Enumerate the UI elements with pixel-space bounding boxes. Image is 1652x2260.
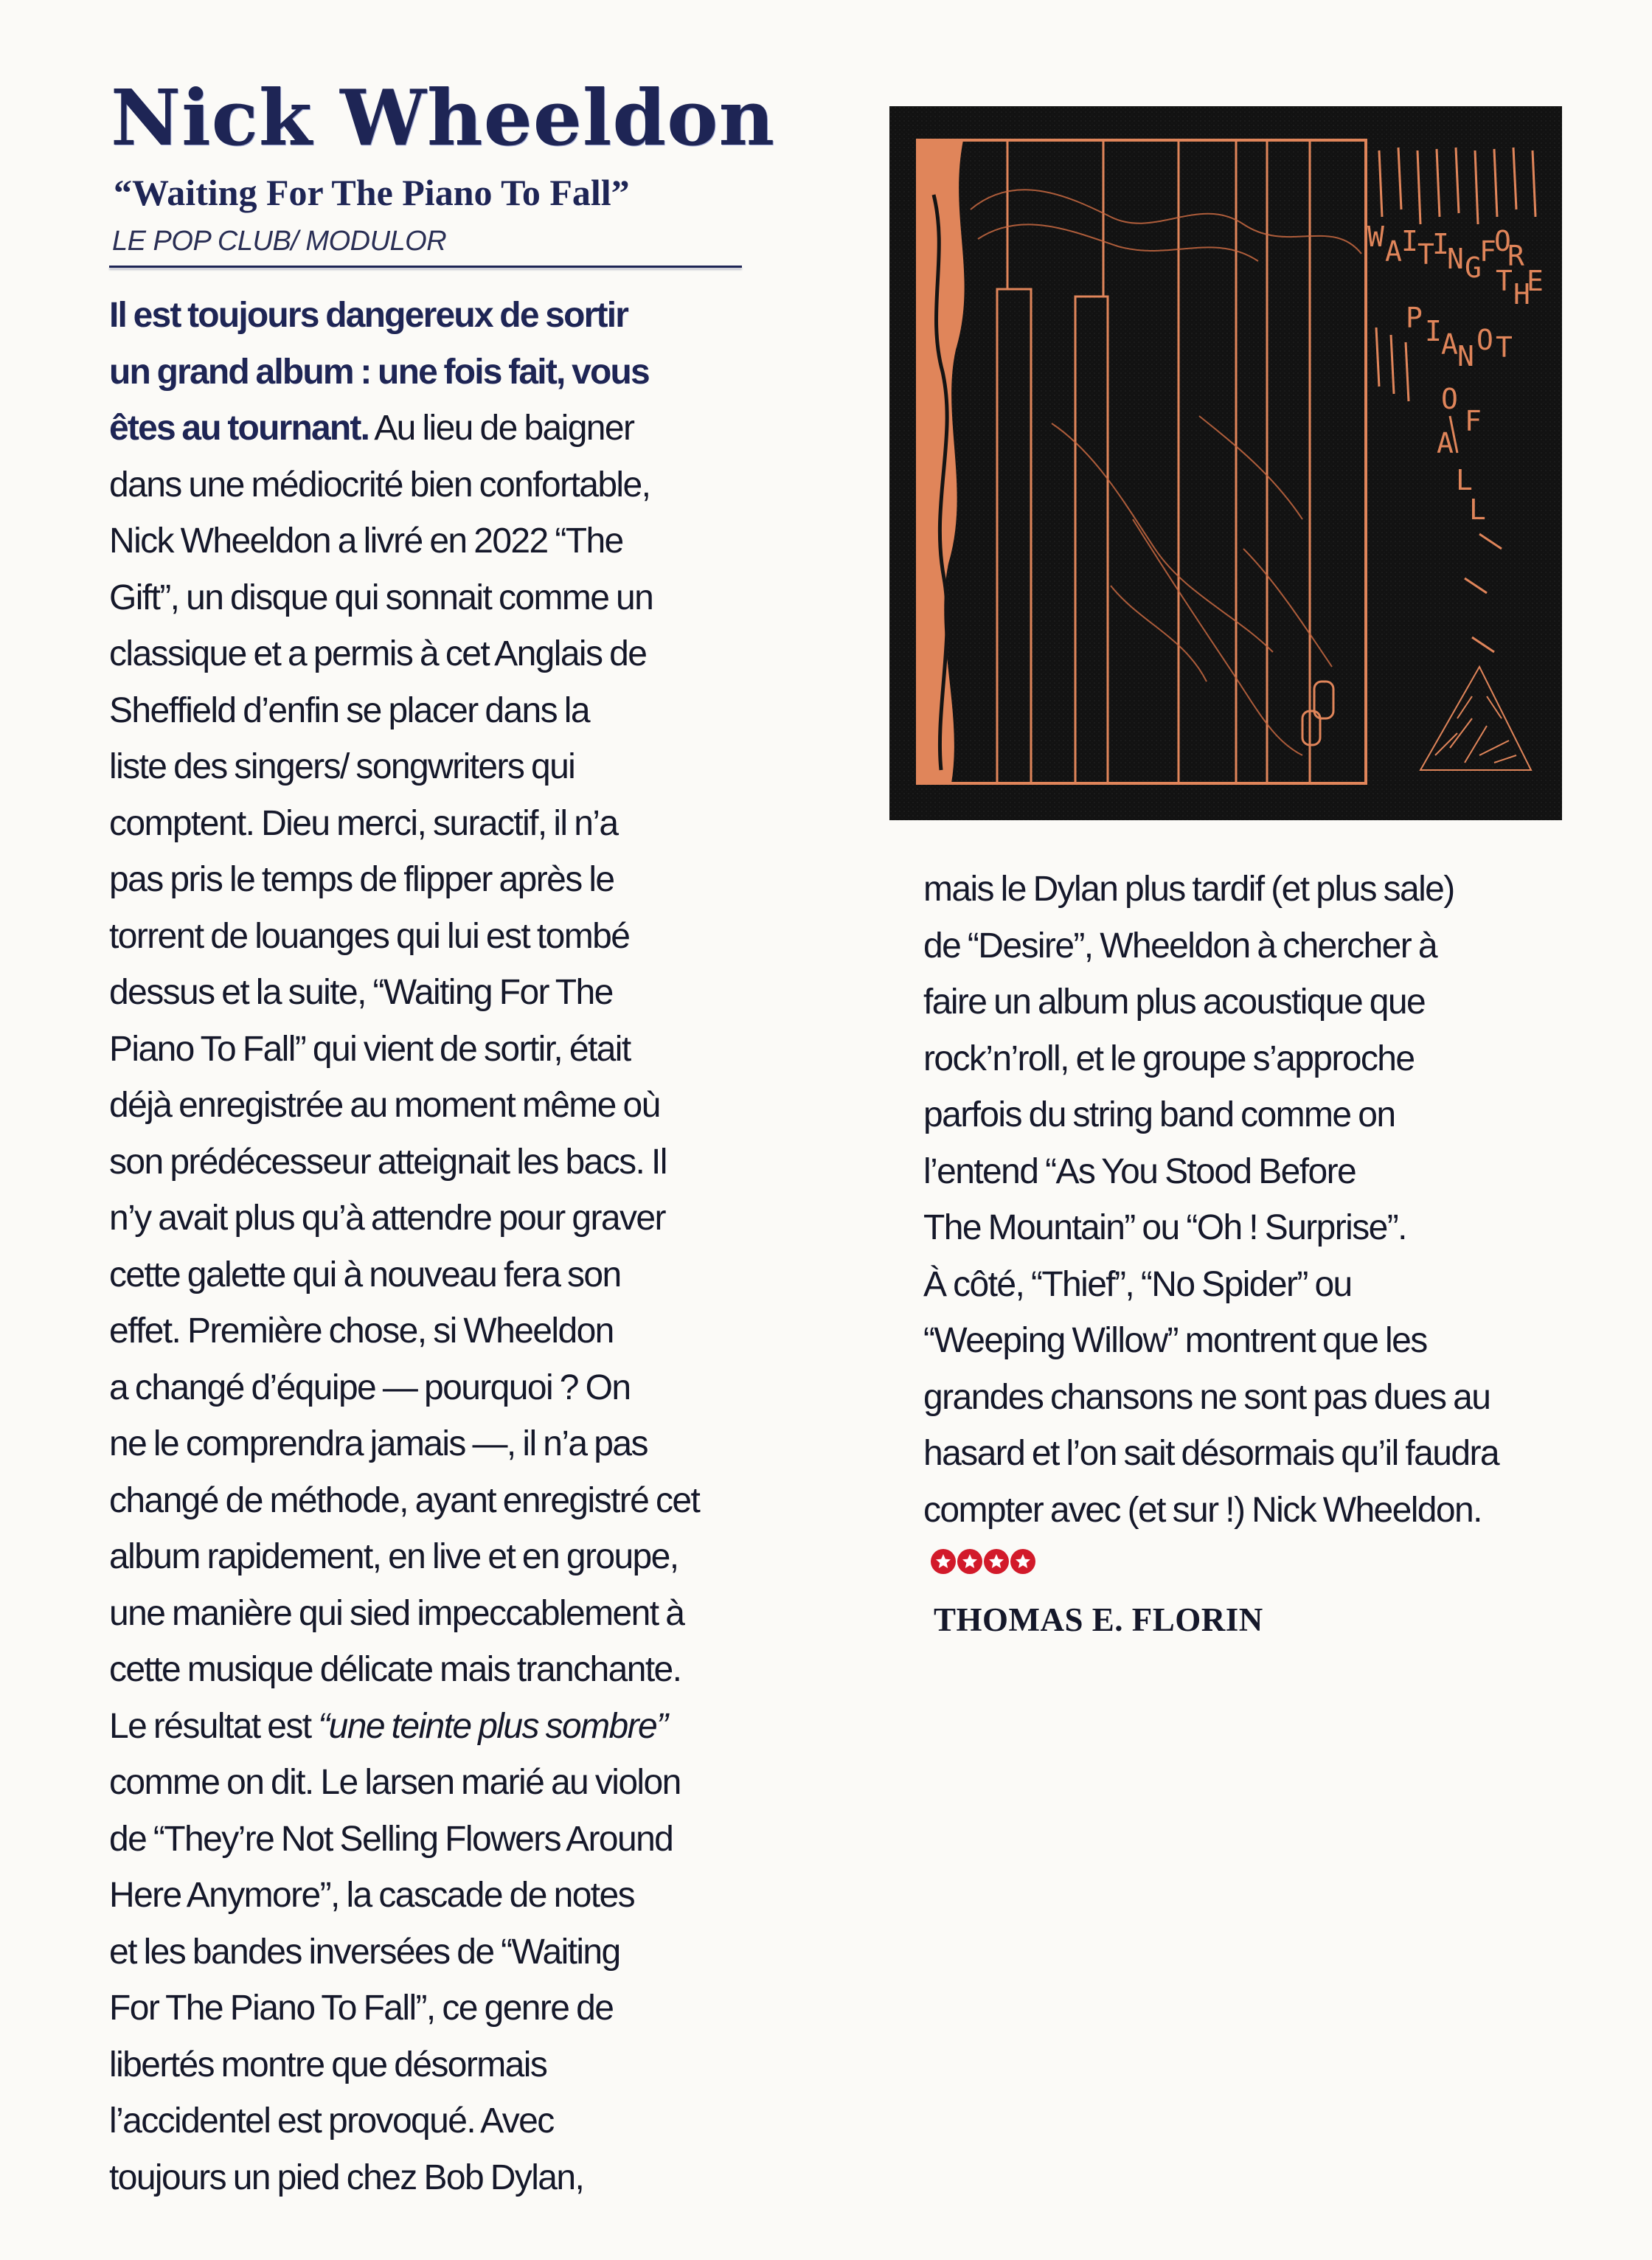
body-line: effet. Première chose, si Wheeldon [109,1311,614,1351]
artist-name: Nick Wheeldon [111,72,776,163]
cover-letter: F [1479,235,1496,268]
cover-letter: O [1476,324,1493,356]
cover-letter: L [1469,493,1486,526]
body-text: Au lieu de baigner [369,409,634,448]
cover-letter: A [1385,235,1402,268]
cover-letter: I [1401,225,1418,257]
body-line: de “Desire”, Wheeldon à chercher à [923,926,1437,966]
body-line: dans une médiocrité bien confortable, [109,465,650,505]
body-line: ne le comprendra jamais —, il n’a pas [109,1424,648,1463]
body-line: rock’n’roll, et le groupe s’approche [923,1039,1415,1078]
body-line: toujours un pied chez Bob Dylan, [109,2157,584,2197]
cover-letter: R [1507,240,1524,272]
quote-line [109,1699,773,1755]
body-line: torrent de louanges qui lui est tombé [109,916,630,956]
lead-last: êtes au tournant. [109,409,369,448]
cover-letter: F [1465,405,1482,437]
cover-letter: I [1432,228,1449,260]
body-block-right [923,862,1587,1539]
body-line: parfois du string band comme on [923,1095,1395,1134]
star-icon [931,1549,956,1574]
body-line: classique et a permis à cet Anglais de [109,634,647,673]
quote-prefix: Le résultat est [109,1706,319,1746]
rating-stars [931,1549,1035,1574]
body-line: n’y avait plus qu’à attendre pour graver [109,1199,665,1238]
body-line: son prédécesseur atteignait les bacs. Il [109,1142,667,1182]
body-line: compter avec (et sur !) Nick Wheeldon. [923,1490,1482,1530]
star-icon [957,1549,982,1574]
body-line: et les bandes inversées de “Waiting [109,1932,620,1972]
body-line: comptent. Dieu merci, suractif, il n’a [109,803,618,843]
cover-letter: P [1406,302,1423,334]
body-line: Here Anymore”, la cascade de notes [109,1876,635,1915]
body-line: Sheffield d’enfin se placer dans la [109,690,589,730]
cover-letter: N [1447,243,1464,275]
cover-letter: E [1527,265,1544,297]
body-line: mais le Dylan plus tardif (et plus sale) [923,870,1454,909]
body-line: libertés montre que désormais [109,2045,547,2084]
cover-letter: T [1417,238,1434,271]
body-line: album rapidement, en live et en groupe, [109,1537,678,1576]
quote-text: “une teinte plus sombre” [318,1706,667,1746]
body-line: Nick Wheeldon a livré en 2022 “The [109,521,623,561]
body-line: une manière qui sied impeccablement à [109,1593,684,1633]
author-signature: THOMAS E. FLORIN [934,1601,1263,1638]
cover-letter: H [1513,278,1530,311]
body-line: For The Piano To Fall”, ce genre de [109,1989,614,2028]
record-label: LE POP CLUB/ MODULOR [112,226,447,257]
body-block-a [109,457,773,1699]
body-line: The Mountain” ou “Oh ! Surprise”. [923,1208,1406,1247]
body-line: pas pris le temps de flipper après le [109,860,614,899]
body-line: hasard et l’on sait désormais qu’il faudra [923,1434,1499,1473]
cover-letter: T [1496,265,1513,297]
review-right-column [923,862,1587,1539]
cover-letter: G [1465,252,1482,284]
cover-letter: L [1456,464,1473,496]
cover-letter: I [1425,315,1442,347]
body-line: “Weeping Willow” montrent que les [923,1321,1427,1360]
cover-artwork [889,106,1562,820]
album-title: “Waiting For The Piano To Fall” [114,172,630,213]
mixed-line [109,401,773,457]
review-left-column [109,288,773,2206]
cover-letter: O [1441,383,1458,415]
star-icon [984,1549,1009,1574]
body-line: Piano To Fall” qui vient de sortir, était [109,1029,631,1069]
body-line: l’accidentel est provoqué. Avec [109,2101,554,2141]
body-line: déjà enregistrée au moment même où [109,1086,660,1125]
body-line: Gift”, un disque qui sonnait comme un [109,578,653,617]
body-line: cette galette qui à nouveau fera son [109,1255,621,1294]
body-line: de “They’re Not Selling Flowers Around [109,1819,673,1859]
album-cover-image [889,106,1562,820]
lead-line: un grand album : une fois fait, vous [109,352,649,392]
cover-letter: N [1457,340,1474,372]
cover-letter: A [1437,427,1454,460]
body-line: a changé d’équipe — pourquoi ? On [109,1368,631,1407]
body-line: liste des singers/ songwriters qui [109,747,575,786]
body-line: l’entend “As You Stood Before [923,1151,1356,1191]
body-line: grandes chansons ne sont pas dues au [923,1377,1490,1417]
body-line: cette musique délicate mais tranchante. [109,1650,681,1689]
header-rule [109,266,742,268]
cover-letter: W [1367,221,1384,253]
lead-line: Il est toujours dangereux de sortir [109,296,628,335]
cover-letter: O [1494,225,1511,257]
body-line: faire un album plus acoustique que [923,982,1426,1022]
body-line: À côté, “Thief”, “No Spider” ou [923,1264,1352,1304]
body-line: comme on dit. Le larsen marié au violon [109,1763,681,1802]
star-icon [1010,1549,1035,1574]
body-line: changé de méthode, ayant enregistré cet [109,1480,700,1520]
cover-letter: A [1441,328,1458,361]
cover-letter: T [1496,331,1513,364]
body-block-b [109,1755,773,2206]
body-line: dessus et la suite, “Waiting For The [109,973,613,1012]
